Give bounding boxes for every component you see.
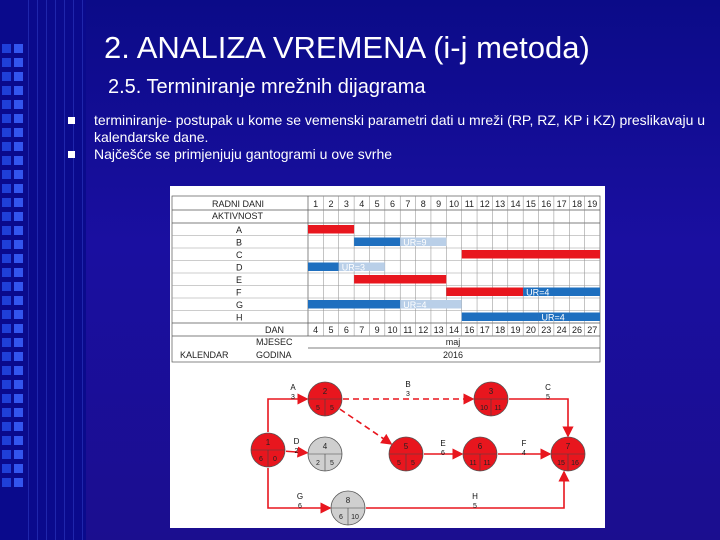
gantt-date: 10 (387, 325, 398, 335)
bullet-text: terminiranje- postupak u kome se vemenski parametri dati u mreži (RP, RZ, KP i KZ) preslikavaju u kalendarske dane. (94, 112, 706, 145)
gantt-bar (308, 225, 354, 234)
network-node-value: 0 (273, 456, 277, 463)
gantt-date: 11 (403, 325, 413, 335)
gantt-date: 13 (433, 325, 444, 335)
gantt-date: 23 (541, 325, 552, 335)
network-edge-label: G (296, 492, 304, 501)
network-edge (509, 399, 568, 436)
gantt-date: 18 (495, 325, 506, 335)
network-edge (268, 468, 330, 508)
network-edge-duration: 3 (406, 391, 410, 398)
network-node-value: 11 (494, 405, 502, 412)
network-node-value: 5 (411, 460, 415, 467)
gantt-day-number: 2 (328, 199, 334, 209)
network-edge-label: H (472, 492, 478, 501)
bullet-square-icon (68, 151, 75, 158)
network-edge-duration: 5 (473, 503, 477, 510)
gantt-day-number: 1 (313, 199, 319, 209)
network-node-value: 15 (557, 460, 565, 467)
network-edge (340, 409, 391, 444)
network-node-value: 10 (351, 514, 359, 521)
gantt-activity-label: B (236, 237, 243, 248)
network-edge-duration: 6 (441, 450, 445, 457)
gantt-activity-label: G (236, 300, 244, 310)
network-edge (366, 472, 564, 508)
network-node-number: 2 (322, 387, 328, 396)
network-node-value: 6 (339, 514, 343, 521)
gantt-activity-label: A (236, 225, 243, 235)
gantt-activity-label: F (236, 287, 242, 298)
network-edge-label: B (405, 380, 411, 389)
gantt-day-number: 7 (405, 199, 411, 209)
gantt-day-number: 6 (390, 199, 396, 209)
gantt-day-number: 16 (541, 199, 552, 209)
gantt-label-kalendar: KALENDAR (180, 350, 229, 360)
gantt-date: 16 (464, 325, 475, 335)
figure-svg (170, 186, 605, 528)
gantt-activity-label: H (236, 312, 243, 323)
bullet-item (66, 112, 706, 146)
gantt-day-number: 18 (571, 199, 582, 209)
network-edge-duration: 5 (546, 394, 550, 401)
gantt-activity-label: C (236, 250, 243, 260)
gantt-date: 5 (328, 325, 334, 335)
bullet-item (66, 146, 706, 163)
gantt-ur-label: UR=4 (526, 287, 550, 298)
gantt-date: 9 (374, 325, 380, 335)
network-edge-label: C (545, 383, 551, 392)
gantt-day-number: 14 (510, 199, 521, 209)
gantt-day-number: 8 (420, 199, 426, 209)
gantt-dates (313, 325, 597, 335)
network-node-value: 10 (480, 405, 488, 412)
network-node-number: 7 (565, 442, 571, 451)
network-edge-duration: 2 (294, 448, 299, 455)
bullet-list (66, 112, 706, 163)
gantt-activity-labels (236, 225, 243, 323)
gantt-date: 19 (510, 325, 521, 335)
network-node-number: 6 (477, 442, 483, 451)
gantt-day-number: 17 (556, 199, 567, 209)
gantt-bar (354, 275, 446, 284)
gantt-date: 14 (448, 325, 460, 335)
gantt-date: 7 (359, 325, 365, 335)
left-decor-squares-2 (14, 44, 34, 492)
gantt-activity-label: E (236, 275, 243, 285)
network-node-number: 5 (403, 442, 409, 451)
gantt-day-number: 4 (359, 199, 365, 209)
gantt-day-number: 5 (374, 199, 380, 209)
gantt-bars (308, 225, 600, 323)
network-node-value: 11 (483, 460, 491, 467)
gantt-year: 2016 (442, 350, 464, 360)
gantt-day-number: 13 (495, 199, 506, 209)
gantt-date: 6 (343, 325, 349, 335)
gantt-bar (308, 300, 400, 309)
network-node-number: 1 (265, 438, 271, 447)
gantt-bar (462, 313, 539, 322)
network-node-value: 5 (330, 405, 334, 412)
figure-panel (170, 186, 605, 528)
gantt-day-number: 19 (587, 199, 598, 209)
network-edge-duration: 6 (298, 503, 302, 510)
gantt-ur-label: UR=3 (341, 262, 366, 273)
gantt-label-dan: DAN (265, 325, 285, 335)
network-node-number: 8 (345, 496, 351, 505)
slide-title: 2. ANALIZA VREMENA (i-j metoda) (104, 30, 590, 65)
network-edge-label: E (440, 439, 446, 448)
gantt-date: 17 (479, 325, 490, 335)
network-node-value: 5 (397, 460, 401, 467)
network-node-value: 11 (469, 460, 477, 467)
network-node-value: 2 (316, 460, 320, 467)
network-edge-duration: 4 (522, 450, 526, 457)
gantt-date: 24 (556, 325, 567, 335)
network-edge (268, 399, 307, 432)
gantt-date: 26 (571, 325, 582, 335)
gantt-date: 20 (525, 325, 536, 335)
gantt-ur-label: UR=4 (541, 312, 565, 323)
network-node-value: 5 (330, 460, 334, 467)
network-node-value: 6 (259, 456, 263, 463)
network-node-value: 16 (571, 460, 579, 467)
gantt-day-number: 9 (436, 199, 442, 209)
gantt-bar (446, 288, 523, 297)
gantt-label-godina: GODINA (256, 350, 292, 360)
gantt-ur-label: UR=4 (403, 300, 427, 310)
gantt-day-number: 10 (448, 199, 460, 209)
gantt-ur-label: UR=9 (403, 237, 427, 248)
gantt-activity-label: D (236, 262, 243, 273)
gantt-bar (308, 263, 339, 272)
network-node-number: 4 (322, 442, 328, 451)
gantt-day-number: 3 (343, 199, 349, 209)
slide-subtitle: 2.5. Terminiranje mrežnih dijagrama (108, 76, 426, 98)
gantt-day-number: 12 (479, 199, 490, 209)
network-node-number: 3 (488, 387, 494, 396)
gantt-date: 12 (418, 325, 429, 335)
network-edge-label: A (290, 383, 296, 392)
gantt-month: maj (445, 337, 461, 347)
bullet-square-icon (68, 117, 75, 124)
gantt-header-activity: AKTIVNOST (212, 211, 264, 221)
network-edge-label: F (521, 439, 527, 448)
gantt-label-mjesec: MJESEC (256, 337, 293, 347)
gantt-day-numbers (313, 199, 597, 209)
network-edge-label: D (293, 437, 300, 446)
network-node-value: 5 (316, 405, 320, 412)
left-decor-lines (28, 0, 84, 540)
gantt-day-number: 11 (464, 199, 475, 209)
gantt-date: 4 (313, 325, 319, 335)
gantt-day-number: 15 (525, 199, 536, 209)
network-edge-duration: 3 (291, 394, 295, 401)
network-diagram (251, 380, 585, 525)
gantt-bar (462, 250, 600, 259)
gantt-header-days: RADNI DANI (212, 199, 265, 209)
gantt-bar (354, 238, 400, 247)
gantt-date: 27 (587, 325, 598, 335)
bullet-text: Najčešće se primjenjuju gantogrami u ove svrhe (94, 146, 393, 162)
